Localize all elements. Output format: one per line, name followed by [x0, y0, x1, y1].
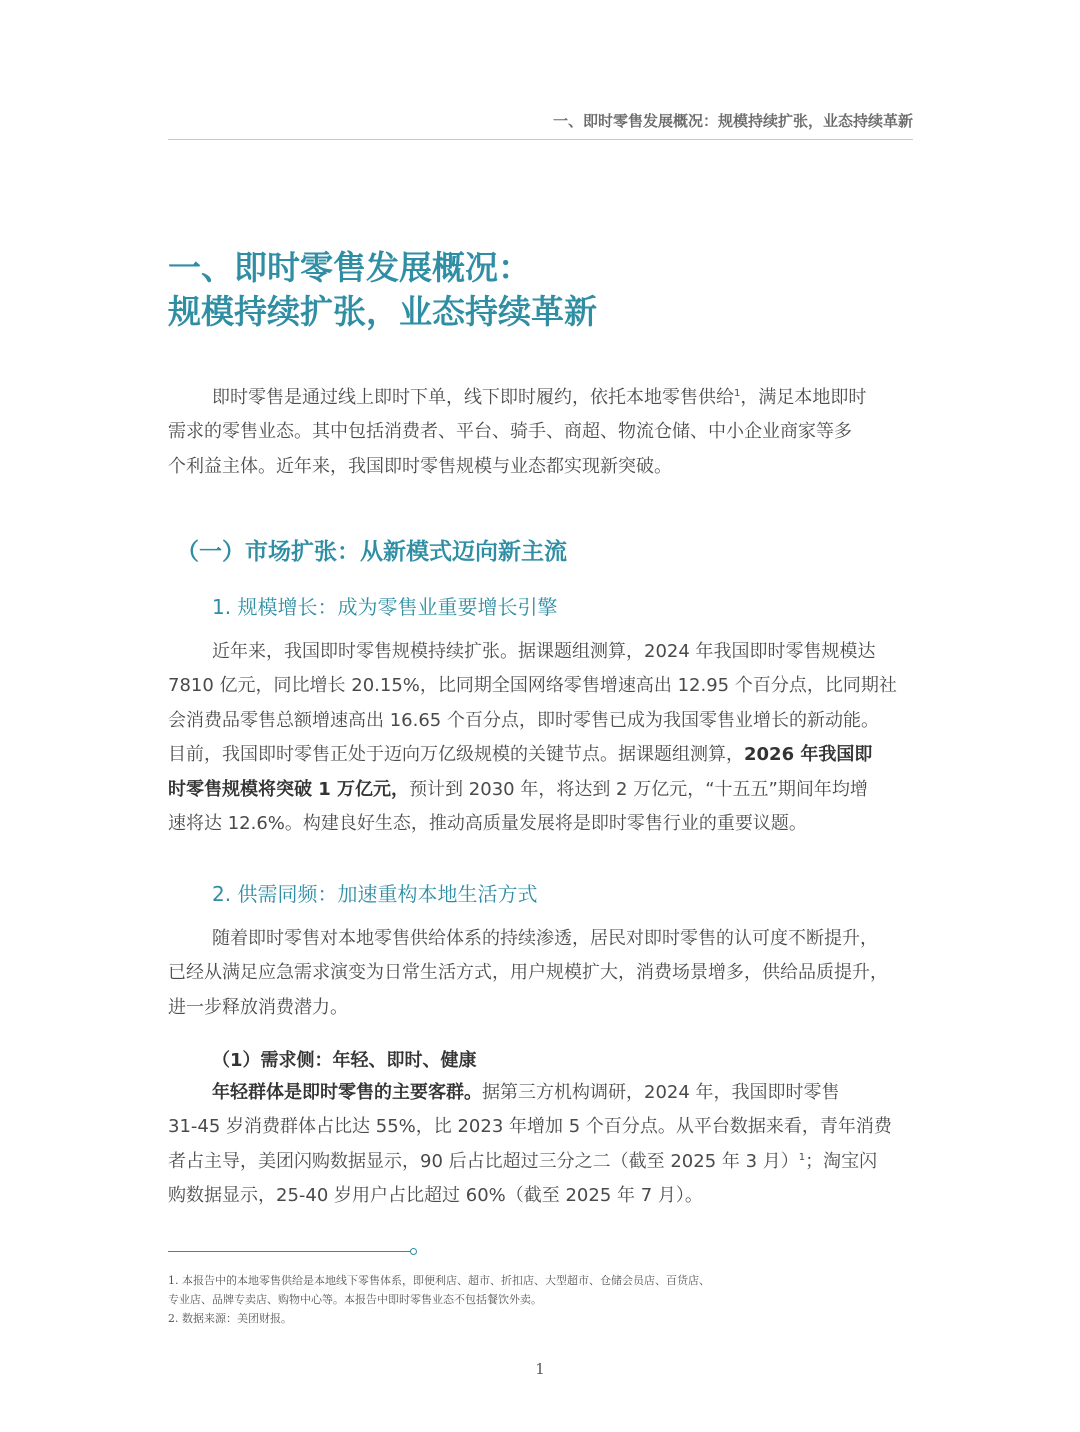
section-heading-market-expansion: （一）市场扩张：从新模式迈向新主流 — [176, 539, 567, 565]
footnote-1: 1. 本报告中的本地零售供给是本地线下零售体系，即便利店、超市、折扣店、大型超市、仓储会员店、百货店、 — [168, 1274, 710, 1287]
header-divider — [168, 139, 913, 140]
footnote-2: 2. 数据来源：美团财报。 — [168, 1312, 292, 1325]
scale-growth-paragraph: 近年来，我国即时零售规模持续扩张。据课题组测算，2024 年我国即时零售规模达 7810 亿元，同比增长 20.15%，比同期全国网络零售增速高出 12.95 个百分点，比同期社 会消费品零售总额增速高出 16.65 个百分点，即时零售已成为我国零售业增长的新动能。 目前，我国即时零售正处于迈向万亿级规模的关键节点。据课题组测算，2026 年我国即 时零售规模将突破 1 万亿元，预计到 2030 年，将达到 2 万亿元，“十五五”期间年均增 速将达 12.6%。构建良好生态，推动高质量发展将是即时零售行业的重要议题。 — [168, 641, 897, 835]
chapter-title-line-1: 一、即时零售发展概况： — [168, 248, 531, 287]
intro-line-3: 个利益主体。近年来，我国即时零售规模与业态都实现新突破。 — [168, 455, 672, 477]
footnotes — [168, 1271, 913, 1328]
subsection-heading-scale-growth: 1. 规模增长：成为零售业重要增长引擎 — [212, 595, 558, 619]
key-figure-highlight-cont: 时零售规模将突破 1 万亿元， — [168, 778, 410, 800]
supply-demand-paragraph: 随着即时零售对本地零售供给体系的持续渗透，居民对即时零售的认可度不断提升， 已经从满足应急需求演变为日常生活方式，用户规模扩大，消费场景增多，供给品质提升， 进一步释放消费潜力。 — [168, 928, 888, 1018]
intro-line-2: 需求的零售业态。其中包括消费者、平台、骑手、商超、物流仓储、中小企业商家等多 — [168, 421, 852, 443]
page-number: 1 — [535, 1360, 545, 1378]
demand-side-heading: （1）需求侧：年轻、即时、健康 — [212, 1050, 477, 1071]
footnote-ref-1: 1 — [734, 388, 741, 399]
key-figure-highlight: 2026 年我国即 — [744, 744, 873, 766]
demand-side-paragraph: 年轻群体是即时零售的主要客群。据第三方机构调研，2024 年，我国即时零售 31-45 岁消费群体占比达 55%，比 2023 年增加 5 个百分点。从平台数据来看，青年消费 者占主导，美团闪购数据显示，90 后占比超过三分之二（截至 2025 年 3 月）$^1$；淘宝闪 购数据显示，25-40 岁用户占比超过 60%（截至 2025 年 7 月）。 — [168, 1082, 892, 1207]
chapter-title — [168, 246, 597, 334]
intro-line-1: 即时零售是通过线上即时下单，线下即时履约，依托本地零售供给$^1$，满足本地即时 — [212, 387, 867, 408]
subsection-heading-supply-demand: 2. 供需同频：加速重构本地生活方式 — [212, 882, 538, 906]
footnote-ref-2: 1 — [798, 1151, 806, 1163]
footnote-1-cont: 专业店、品牌专卖店、购物中心等。本报告中即时零售业态不包括餐饮外卖。 — [168, 1293, 542, 1306]
intro-paragraph — [168, 381, 910, 484]
footnote-divider-dot — [410, 1248, 417, 1255]
running-header: 一、即时零售发展概况：规模持续扩张，业态持续革新 — [552, 112, 913, 130]
chapter-title-line-2: 规模持续扩张，业态持续革新 — [168, 292, 597, 331]
footnote-divider — [168, 1251, 412, 1252]
young-group-highlight: 年轻群体是即时零售的主要客群。 — [212, 1082, 482, 1103]
